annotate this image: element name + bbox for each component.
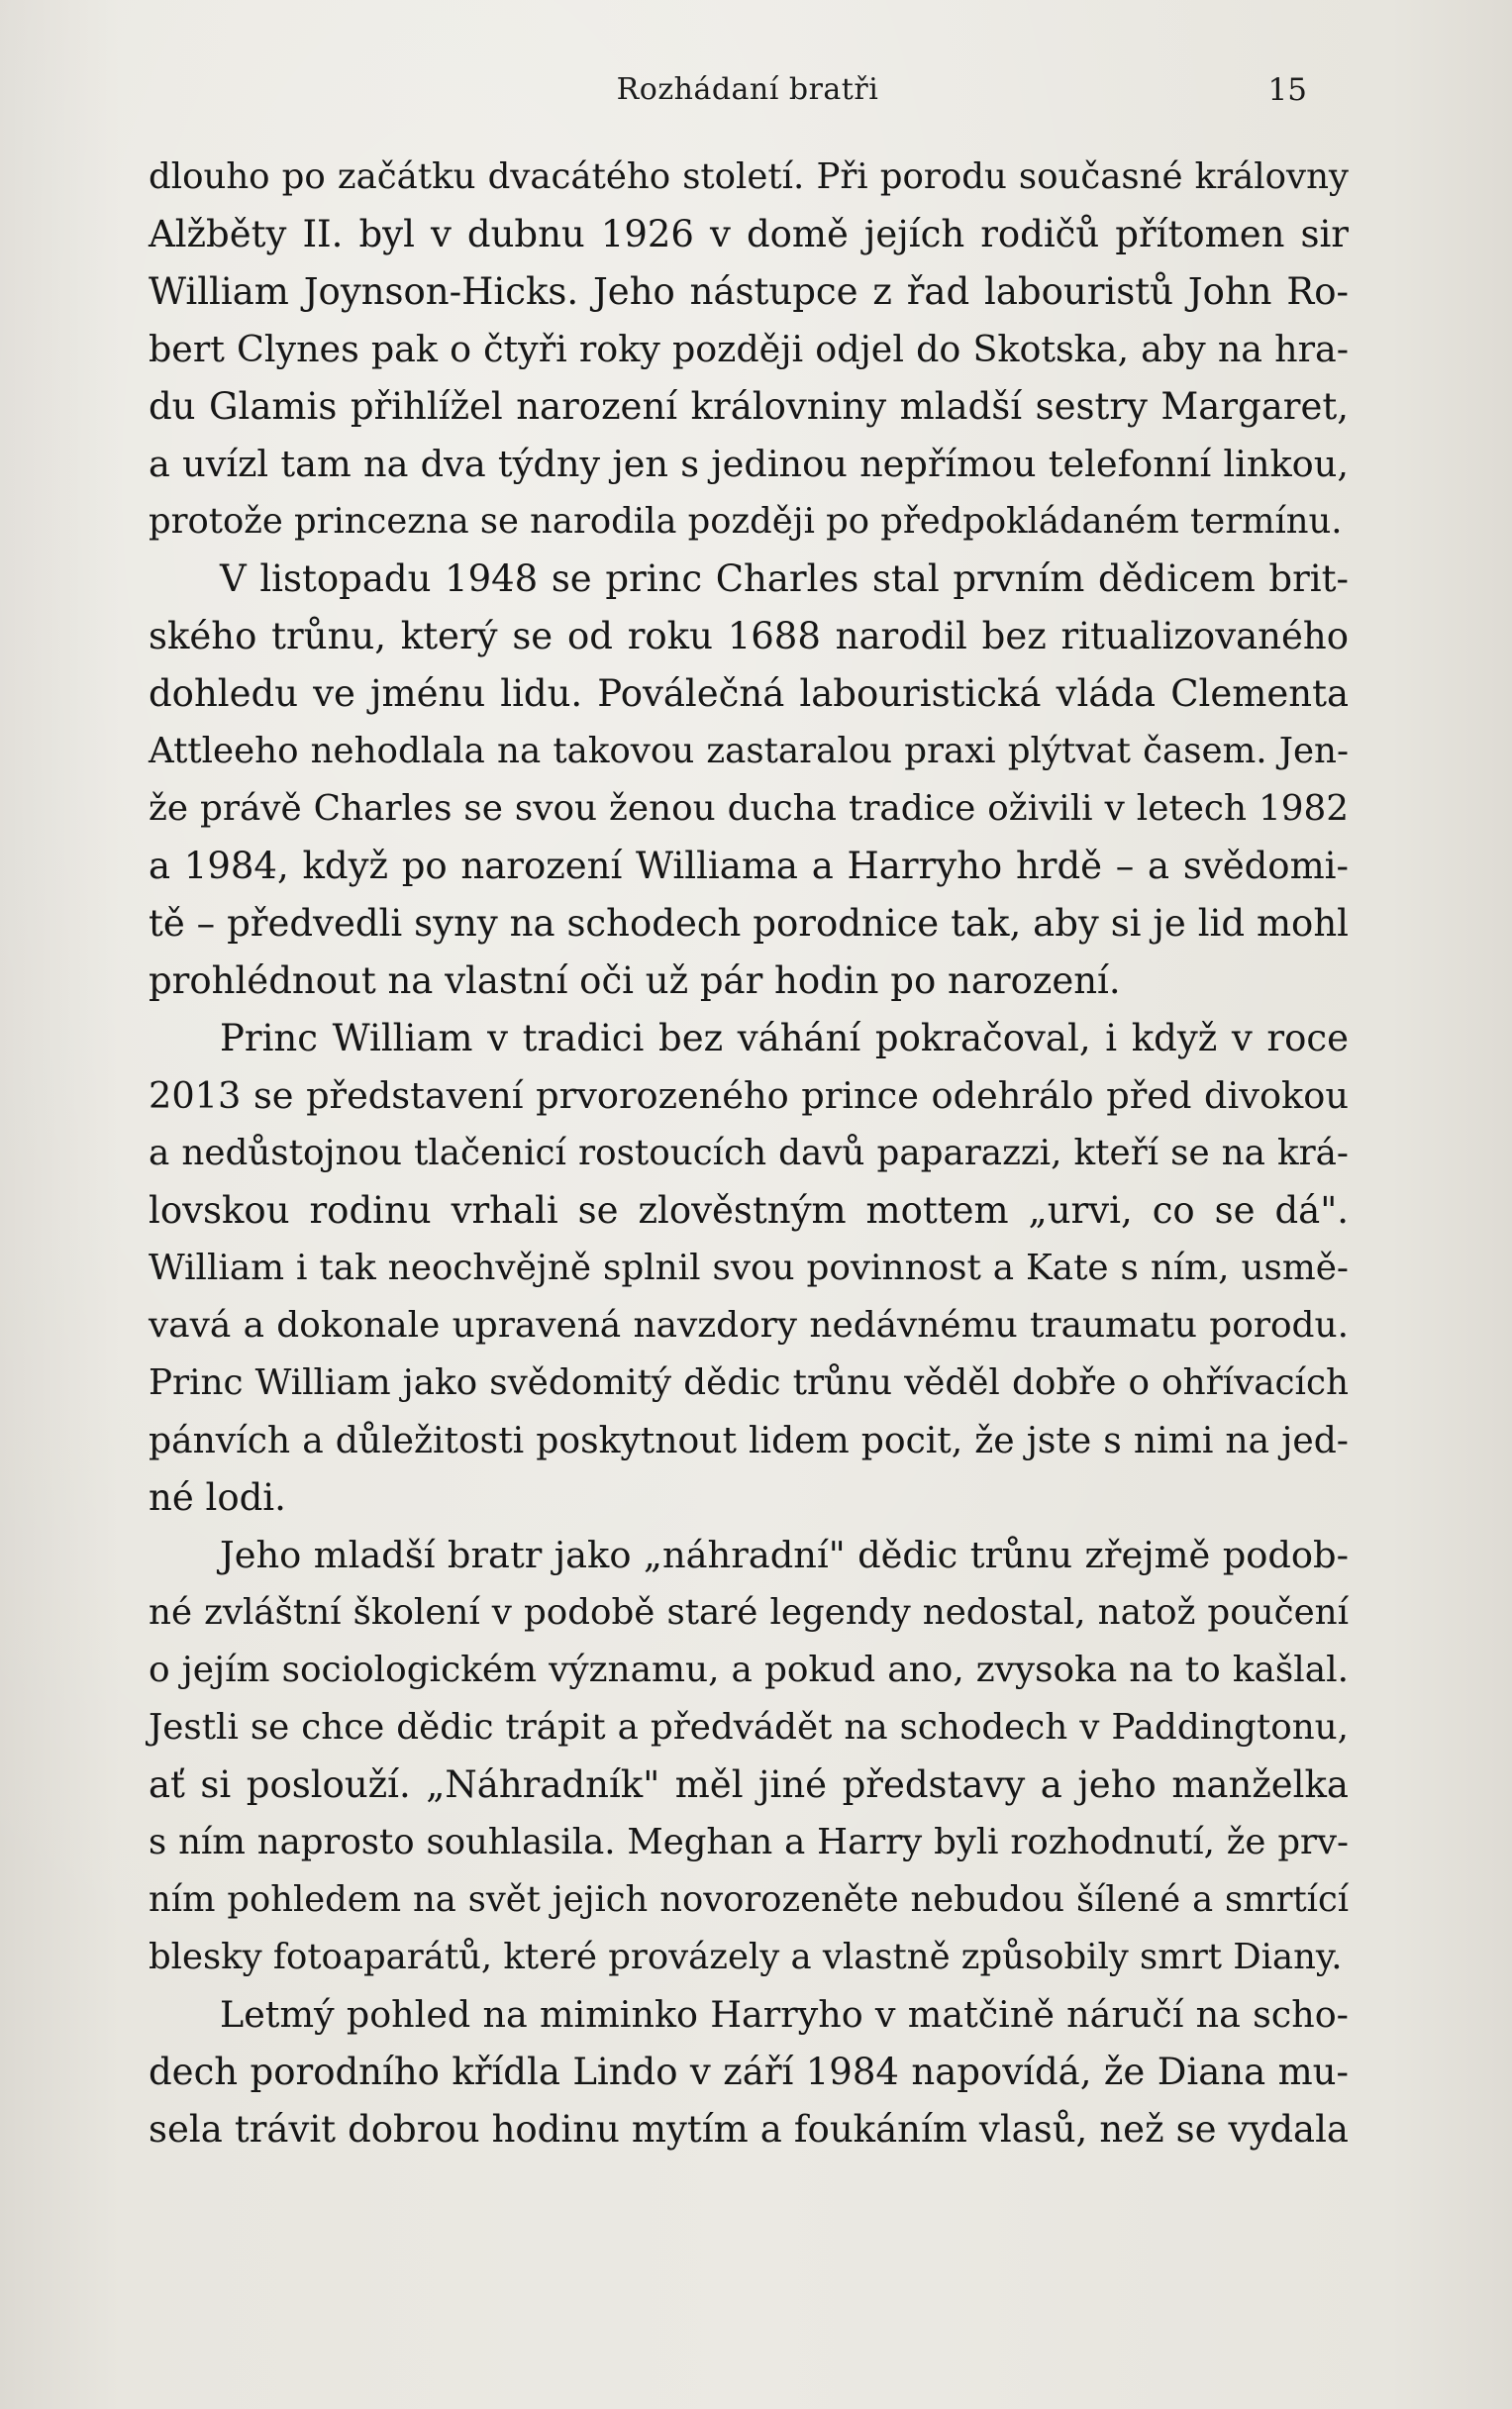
text-line: tě – předvedli syny na schodech porodnice tak, aby si je lid mohl (149, 902, 1349, 945)
text-line: dohledu ve jménu lidu. Poválečná labouristická vláda Clementa (149, 672, 1349, 715)
paragraph (149, 1010, 1349, 1527)
paragraph (149, 149, 1349, 551)
paragraph (149, 1527, 1349, 1986)
text-line: Attleeho nehodlala na takovou zastaralou praxi plýtvat časem. Jen- (149, 731, 1349, 771)
text-line: že právě Charles se svou ženou ducha tradice oživili v letech 1982 (149, 788, 1349, 829)
text-line: o jejím sociologickém významu, a pokud ano, zvysoka na to kašlal. (149, 1650, 1349, 1690)
text-line: ského trůnu, který se od roku 1688 narodil bez ritualizovaného (149, 615, 1349, 657)
running-head (149, 67, 1347, 113)
text-line: Princ William jako svědomitý dědic trůnu věděl dobře o ohřívacích (149, 1362, 1349, 1403)
chapter-title: Rozhádaní bratři (616, 72, 879, 107)
text-line: sela trávit dobrou hodinu mytím a foukáním vlasů, než se vydala (149, 2108, 1349, 2151)
text-line: dlouho po začátku dvacátého století. Při porodu současné královny (149, 156, 1349, 197)
text-line: né lodi. (149, 1476, 286, 1519)
body-text (149, 149, 1349, 2158)
text-line: protože princezna se narodila později po předpokládaném termínu. (149, 501, 1343, 542)
text-line: Jestli se chce dědic trápit a předvádět na schodech v Paddingtonu, (149, 1707, 1349, 1748)
text-line: lovskou rodinu vrhali se zlověstným mottem „urvi, co se dá". (149, 1189, 1349, 1232)
text-line: Alžběty II. byl v dubnu 1926 v domě jejích rodičů přítomen sir (149, 213, 1349, 255)
text-line: William i tak neochvějně splnil svou povinnost a Kate s ním, usmě- (149, 1248, 1349, 1288)
text-line: ním pohledem na svět jejich novorozeněte nebudou šílené a smrtící (149, 1879, 1349, 1920)
text-line: ať si poslouží. „Náhradník" měl jiné představy a jeho manželka (149, 1763, 1349, 1806)
text-line: né zvláštní školení v podobě staré legendy nedostal, natož poučení (149, 1592, 1349, 1633)
text-line: V listopadu 1948 se princ Charles stal prvním dědicem brit- (220, 557, 1349, 600)
text-line: a uvízl tam na dva týdny jen s jedinou nepřímou telefonní linkou, (149, 443, 1349, 485)
text-line: du Glamis přihlížel narození královniny mladší sestry Margaret, (149, 385, 1349, 428)
paragraph (149, 1986, 1349, 2158)
text-line: pánvích a důležitosti poskytnout lidem pocit, že jste s nimi na jed- (149, 1420, 1349, 1461)
text-line: a 1984, když po narození Williama a Harryho hrdě – a svědomi- (149, 845, 1349, 887)
page-number: 15 (1267, 72, 1307, 108)
text-line: bert Clynes pak o čtyři roky později odjel do Skotska, aby na hra- (149, 328, 1349, 370)
text-line: s ním naprosto souhlasila. Meghan a Harry byli rozhodnutí, že prv- (149, 1822, 1349, 1862)
paragraph (149, 551, 1349, 1010)
text-line: 2013 se představení prvorozeného prince odehrálo před divokou (149, 1074, 1349, 1117)
text-line: Letmý pohled na miminko Harryho v matčině náručí na scho- (220, 1993, 1349, 2036)
text-line: vavá a dokonale upravená navzdory nedávnému traumatu porodu. (149, 1305, 1349, 1346)
text-line: dech porodního křídla Lindo v září 1984 napovídá, že Diana mu- (149, 2051, 1349, 2093)
text-line: William Joynson-Hicks. Jeho nástupce z řad labouristů John Ro- (149, 270, 1349, 313)
text-line: prohlédnout na vlastní oči už pár hodin po narození. (149, 959, 1121, 1002)
text-line: blesky fotoaparátů, které provázely a vlastně způsobily smrt Diany. (149, 1937, 1343, 1977)
text-line: Jeho mladší bratr jako „náhradní" dědic trůnu zřejmě podob- (220, 1534, 1349, 1576)
text-line: a nedůstojnou tlačenicí rostoucích davů paparazzi, kteří se na krá- (149, 1133, 1349, 1173)
text-line: Princ William v tradici bez váhání pokračoval, i když v roce (220, 1017, 1349, 1059)
